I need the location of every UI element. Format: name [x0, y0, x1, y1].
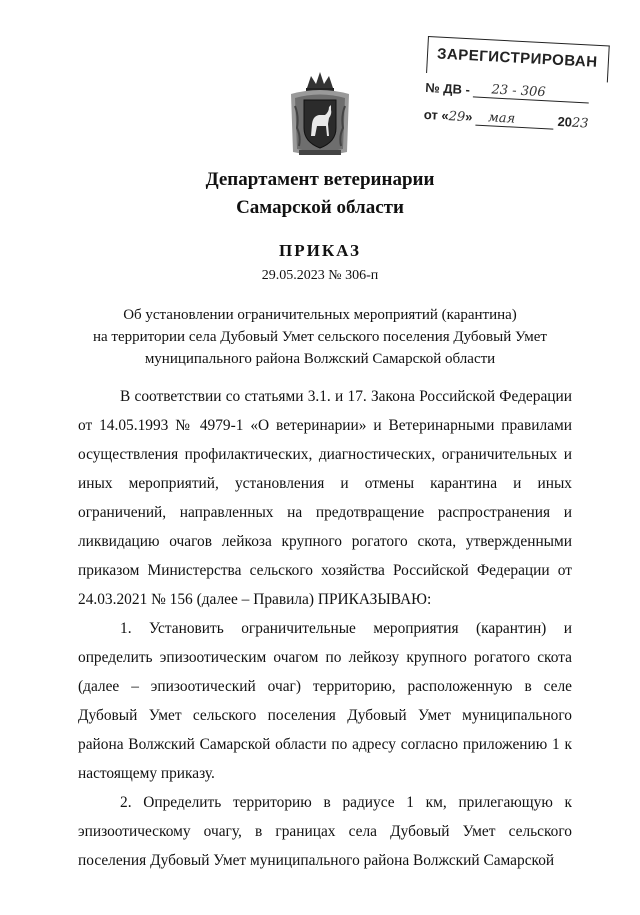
organization-name-line2: Самарской области [236, 197, 404, 218]
subject-line-3: муниципального района Волжский Самарской области [144, 351, 496, 367]
subject-line-2: на территории села Дубовый Умет сельского поселения Дубовый Умет [93, 329, 547, 345]
organization-name-line1: Департамент ветеринарии [205, 169, 435, 190]
document-body [78, 382, 572, 875]
stamp-date-day: 29 [448, 109, 466, 126]
stamp-number-value: 23 - 306 [491, 82, 546, 101]
subject-line-1: Об установлении ограничительных мероприятий (карантина) [123, 307, 517, 323]
stamp-date-month: мая [487, 110, 516, 127]
paragraph-item-2: 2. Определить территорию в радиусе 1 км, прилегающую к эпизоотическому очагу, в границах села Дубовый Умет сельского поселения Дубовый Умет муниципального района Волжский Самарской [78, 794, 572, 869]
stamp-date-year-prefix: 20 [557, 113, 573, 130]
stamp-date-month-underline [476, 109, 555, 130]
stamp-title: ЗАРЕГИСТРИРОВАН [436, 45, 598, 71]
registration-stamp [423, 36, 612, 138]
document-type: ПРИКАЗ [279, 241, 361, 260]
stamp-date-line: от «29» мая 2023 [423, 106, 589, 132]
coat-of-arms-emblem [287, 66, 353, 158]
stamp-number-prefix: № ДВ - [424, 79, 471, 98]
document-date-number: 29.05.2023 № 306-п [261, 268, 379, 283]
stamp-date-prefix: от « [423, 106, 450, 124]
stamp-number-line [425, 78, 590, 104]
paragraph-preamble: В соответствии со статьями 3.1. и 17. Закона Российской Федерации от 14.05.1993 № 4979-1 «О ветеринарии» и Ветеринарными правилами осуществления профилактических, диагностических, ограничительных и иных мероприятий, установления и отмены карантина и иных ограничений, направленных на предотвращение распространения и ликвидацию очагов лейкоза крупного рогатого скота, утвержденными приказом Министерства сельского хозяйства Российской Федерации от 24.03.2021 № 156 (далее – Правила) ПРИКАЗЫВАЮ: [78, 388, 572, 608]
document-subject [60, 304, 580, 370]
paragraph-item-1: 1. Установить ограничительные мероприятия (карантин) и определить эпизоотическим очагом по лейкозу крупного рогатого скота (далее – эпизоотический очаг) территорию, расположенную в селе Дубовый Умет сельского поселения Дубовый Умет муниципального района Волжский Самарской области по адресу согласно приложению 1 к настоящему приказу. [78, 620, 572, 782]
stamp-number-underline [473, 80, 590, 103]
stamp-date-year-suffix: 23 [571, 115, 589, 132]
